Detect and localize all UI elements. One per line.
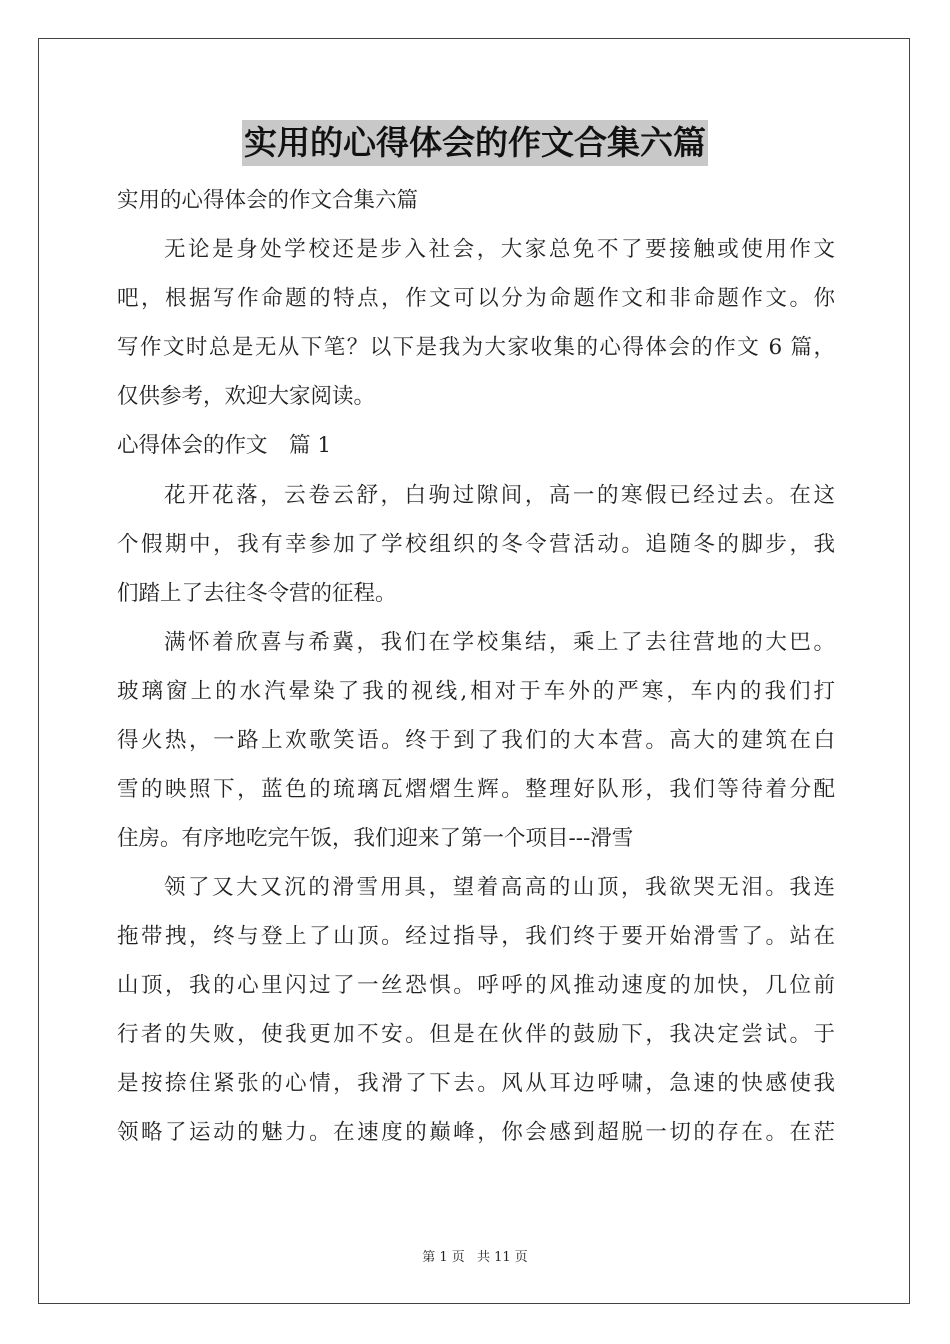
paragraph-2 <box>117 618 835 863</box>
section-heading: 心得体会的作文 篇 1 <box>117 433 332 458</box>
paragraph-line: 满怀着欣喜与希冀，我们在学校集结，乘上了去往营地的大巴。 <box>164 630 835 655</box>
paragraph-line: 住房。有序地吃完午饭，我们迎来了第一个项目---滑雪 <box>117 826 634 851</box>
paragraph-line: 吧，根据写作命题的特点，作文可以分为命题作文和非命题作文。你 <box>117 286 835 311</box>
paragraph-line: 领略了运动的魅力。在速度的巅峰，你会感到超脱一切的存在。在茫 <box>117 1120 835 1145</box>
paragraph-line: 领了又大又沉的滑雪用具，望着高高的山顶，我欲哭无泪。我连 <box>164 875 835 900</box>
paragraph-line: 雪的映照下，蓝色的琉璃瓦熠熠生辉。整理好队形，我们等待着分配 <box>117 777 835 802</box>
paragraph-line: 拖带拽，终与登上了山顶。经过指导，我们终于要开始滑雪了。站在 <box>117 924 835 949</box>
intro-paragraph <box>117 225 835 421</box>
paragraph-line: 是按捺住紧张的心情，我滑了下去。风从耳边呼啸，急速的快感使我 <box>117 1071 835 1096</box>
title-container <box>0 120 950 166</box>
paragraph-3 <box>117 863 835 1157</box>
paragraph-line: 写作文时总是无从下笔？以下是我为大家收集的心得体会的作文 6 篇， <box>117 335 835 360</box>
paragraph-line: 玻璃窗上的水汽晕染了我的视线,相对于车外的严寒，车内的我们打 <box>117 679 835 704</box>
page-number: 第 1 页 <box>422 1250 465 1265</box>
subtitle: 实用的心得体会的作文合集六篇 <box>117 188 419 213</box>
page-total: 共 11 页 <box>476 1250 528 1265</box>
paragraph-1 <box>117 471 835 618</box>
paragraph-line: 花开花落，云卷云舒，白驹过隙间，高一的寒假已经过去。在这 <box>164 483 835 508</box>
paragraph-line: 得火热，一路上欢歌笑语。终于到了我们的大本营。高大的建筑在白 <box>117 728 835 753</box>
paragraph-line: 们踏上了去往冬令营的征程。 <box>117 581 397 606</box>
document-title: 实用的心得体会的作文合集六篇 <box>242 120 708 166</box>
document-body <box>117 176 835 1157</box>
paragraph-line: 行者的失败，使我更加不安。但是在伙伴的鼓励下，我决定尝试。于 <box>117 1022 835 1047</box>
paragraph-line: 个假期中，我有幸参加了学校组织的冬令营活动。追随冬的脚步，我 <box>117 532 835 557</box>
paragraph-line: 仅供参考，欢迎大家阅读。 <box>117 384 376 409</box>
page-footer <box>0 1246 950 1265</box>
paragraph-line: 山顶，我的心里闪过了一丝恐惧。呼呼的风推动速度的加快，几位前 <box>117 973 835 998</box>
paragraph-line: 无论是身处学校还是步入社会，大家总免不了要接触或使用作文 <box>164 237 835 262</box>
